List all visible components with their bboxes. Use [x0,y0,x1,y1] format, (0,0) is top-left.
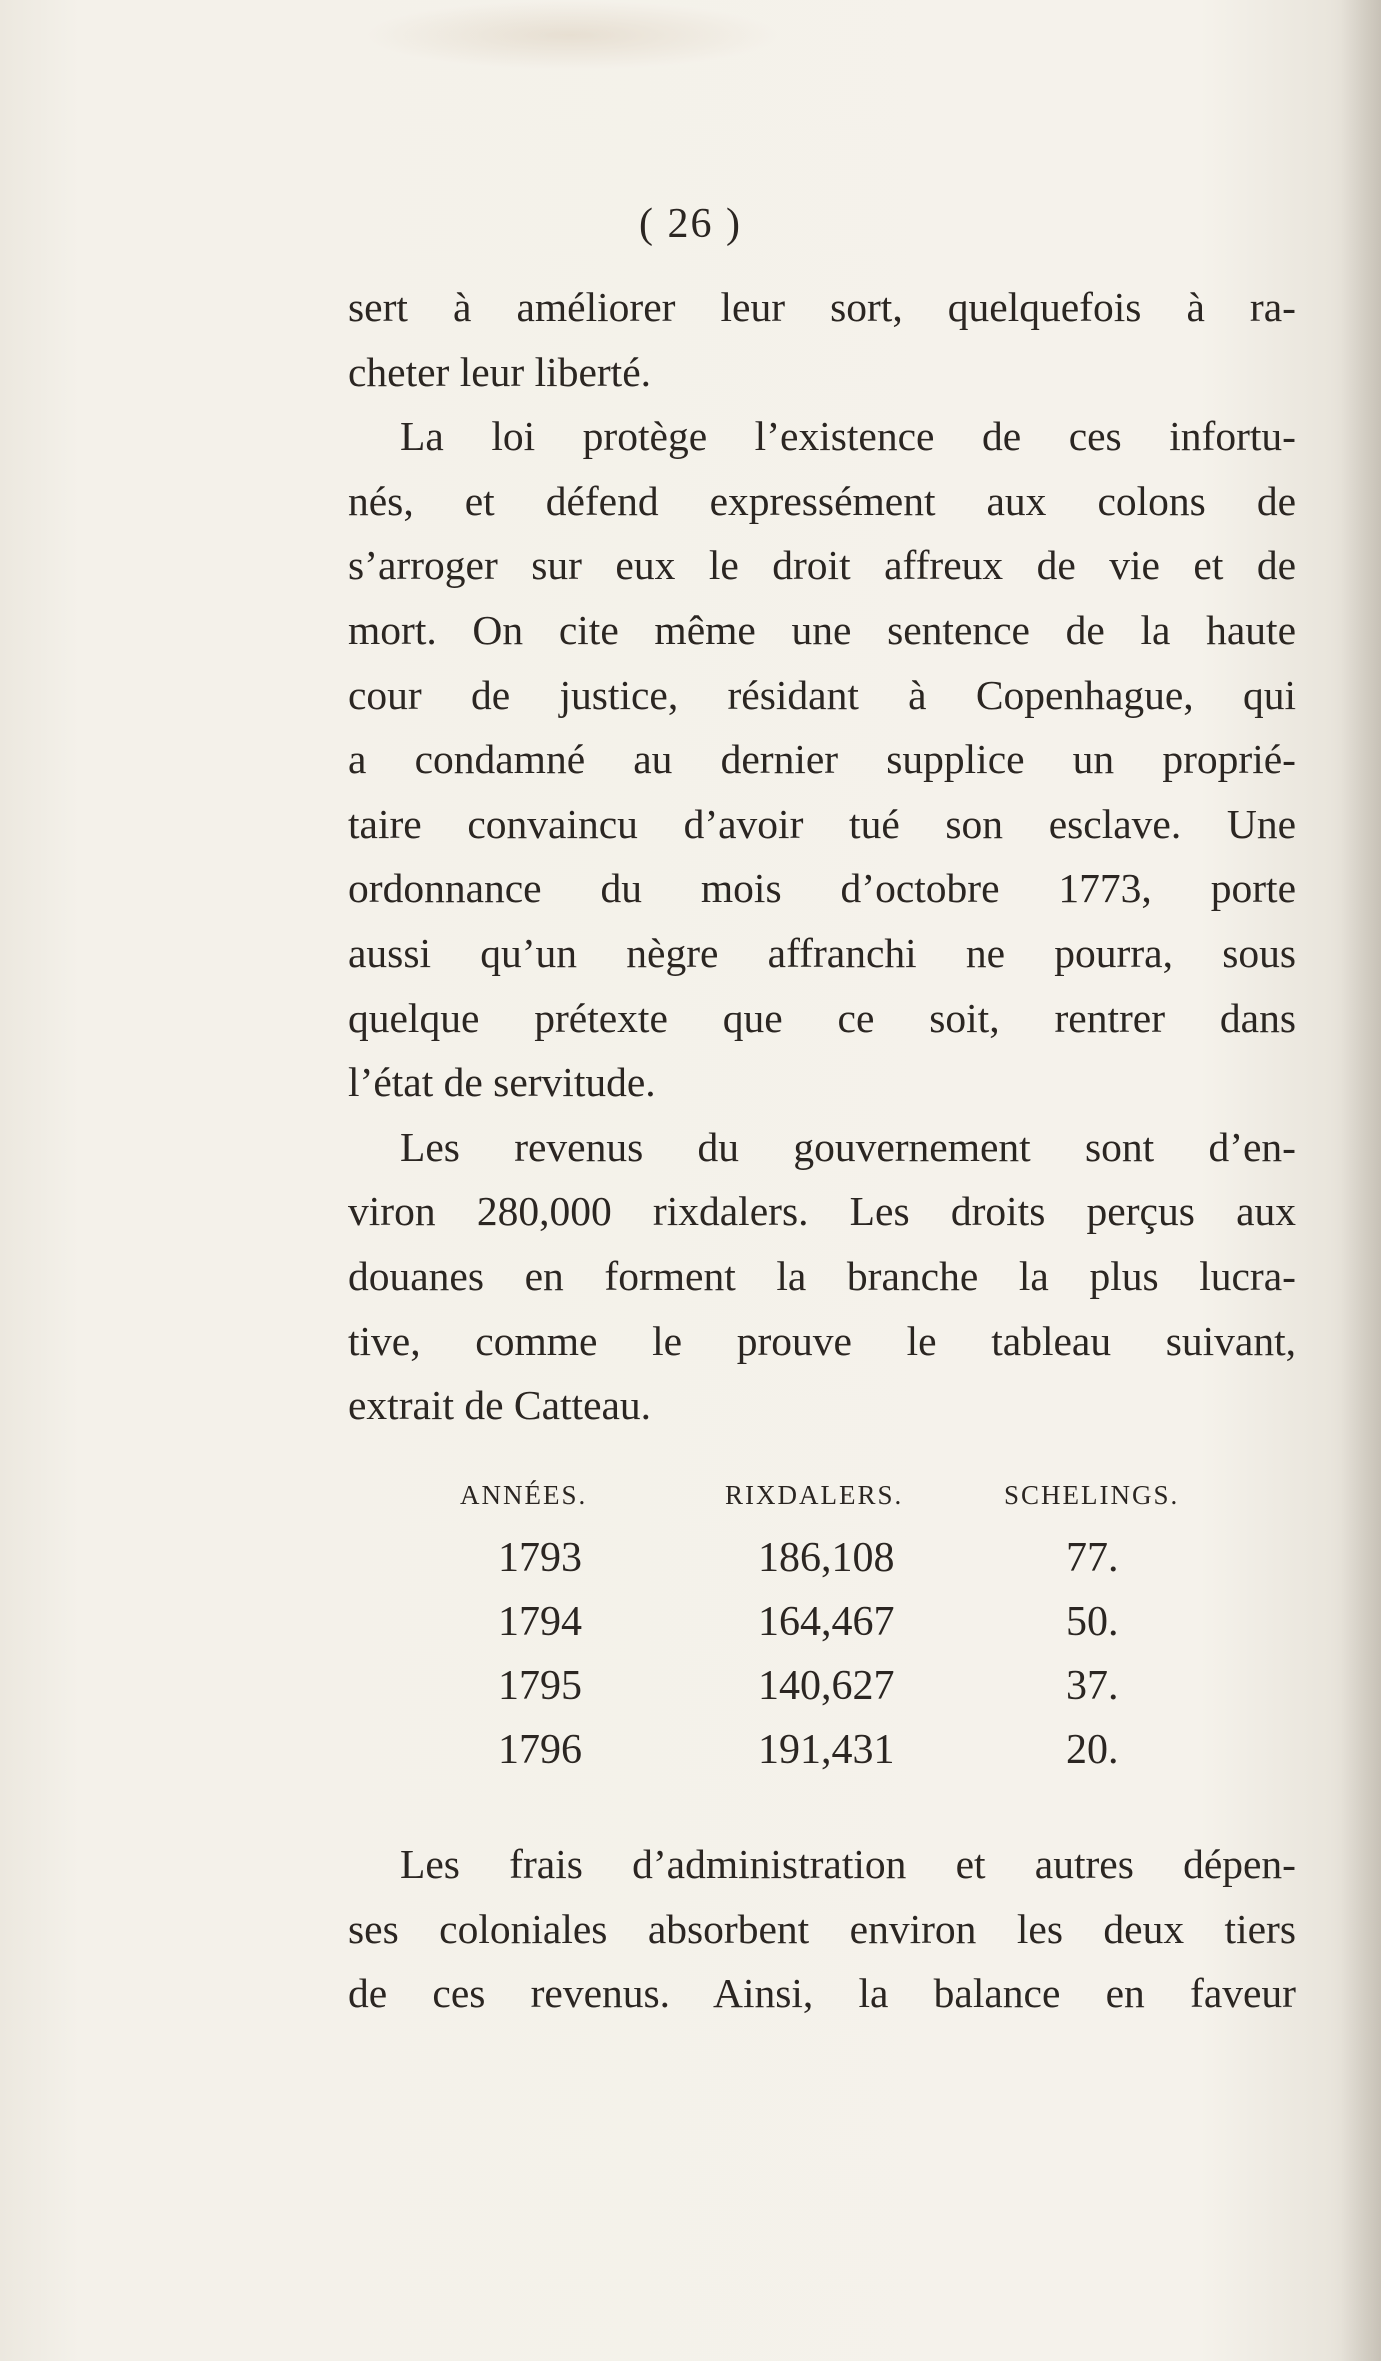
cell-year: 1793 [498,1535,582,1581]
text-line: aussi qu’un nègre affranchi ne pourra, sous [348,929,1296,976]
text-line: Les frais d’administration et autres dépen- [400,1841,1296,1887]
closing-paragraph [348,1832,1296,2026]
text-line: l’état de servitude. [348,1059,656,1106]
body-text [348,275,1296,1438]
text-line: mort. On cite même une sentence de la haute [348,606,1296,653]
table-row [348,1534,1296,1598]
table-header [348,1470,1296,1534]
cell-rixdalers: 191,431 [758,1727,895,1773]
revenue-table [348,1470,1296,1790]
cell-rixdalers: 186,108 [758,1535,895,1581]
cell-schelings: 50. [1066,1599,1119,1645]
column-header-schelings: SCHELINGS. [1004,1480,1180,1510]
text-line: ses coloniales absorbent environ les deux tiers [348,1905,1296,1952]
text-line: a condamné au dernier supplice un proprié- [348,736,1296,783]
text-line: tive, comme le prouve le tableau suivant, [348,1317,1296,1364]
text-line: de ces revenus. Ainsi, la balance en faveur [348,1970,1296,2017]
cell-year: 1794 [498,1599,582,1645]
paper-stain [360,0,780,70]
text-line: nés, et défend expressément aux colons de [348,477,1296,524]
text-line: s’arroger sur eux le droit affreux de vie et de [348,542,1296,589]
cell-schelings: 77. [1066,1535,1119,1581]
column-header-years: ANNÉES. [460,1480,588,1510]
cell-year: 1795 [498,1663,582,1709]
table-row [348,1598,1296,1662]
page-number: ( 26 ) [639,201,742,247]
text-line: ordonnance du mois d’octobre 1773, porte [348,865,1296,912]
cell-year: 1796 [498,1727,582,1773]
page-edge-shadow [1341,0,1381,2361]
text-line: cour de justice, résidant à Copenhague, qui [348,671,1296,718]
table-row [348,1662,1296,1726]
text-line: taire convaincu d’avoir tué son esclave. Une [348,800,1296,847]
text-line: douanes en forment la branche la plus lucra- [348,1252,1296,1299]
text-line: cheter leur liberté. [348,348,652,395]
cell-rixdalers: 140,627 [758,1663,895,1709]
column-header-rixdalers: RIXDALERS. [725,1480,904,1510]
cell-schelings: 37. [1066,1663,1119,1709]
text-line: viron 280,000 rixdalers. Les droits perçus aux [348,1188,1296,1235]
text-line: quelque prétexte que ce soit, rentrer dans [348,994,1296,1041]
text-line: sert à améliorer leur sort, quelquefois à ra- [348,284,1296,330]
text-line: La loi protège l’existence de ces infortu- [400,413,1296,460]
text-line: extrait de Catteau. [348,1382,652,1429]
text-line: Les revenus du gouvernement sont d’en- [400,1123,1296,1170]
cell-schelings: 20. [1066,1727,1119,1773]
table-row [348,1726,1296,1790]
cell-rixdalers: 164,467 [758,1599,895,1645]
